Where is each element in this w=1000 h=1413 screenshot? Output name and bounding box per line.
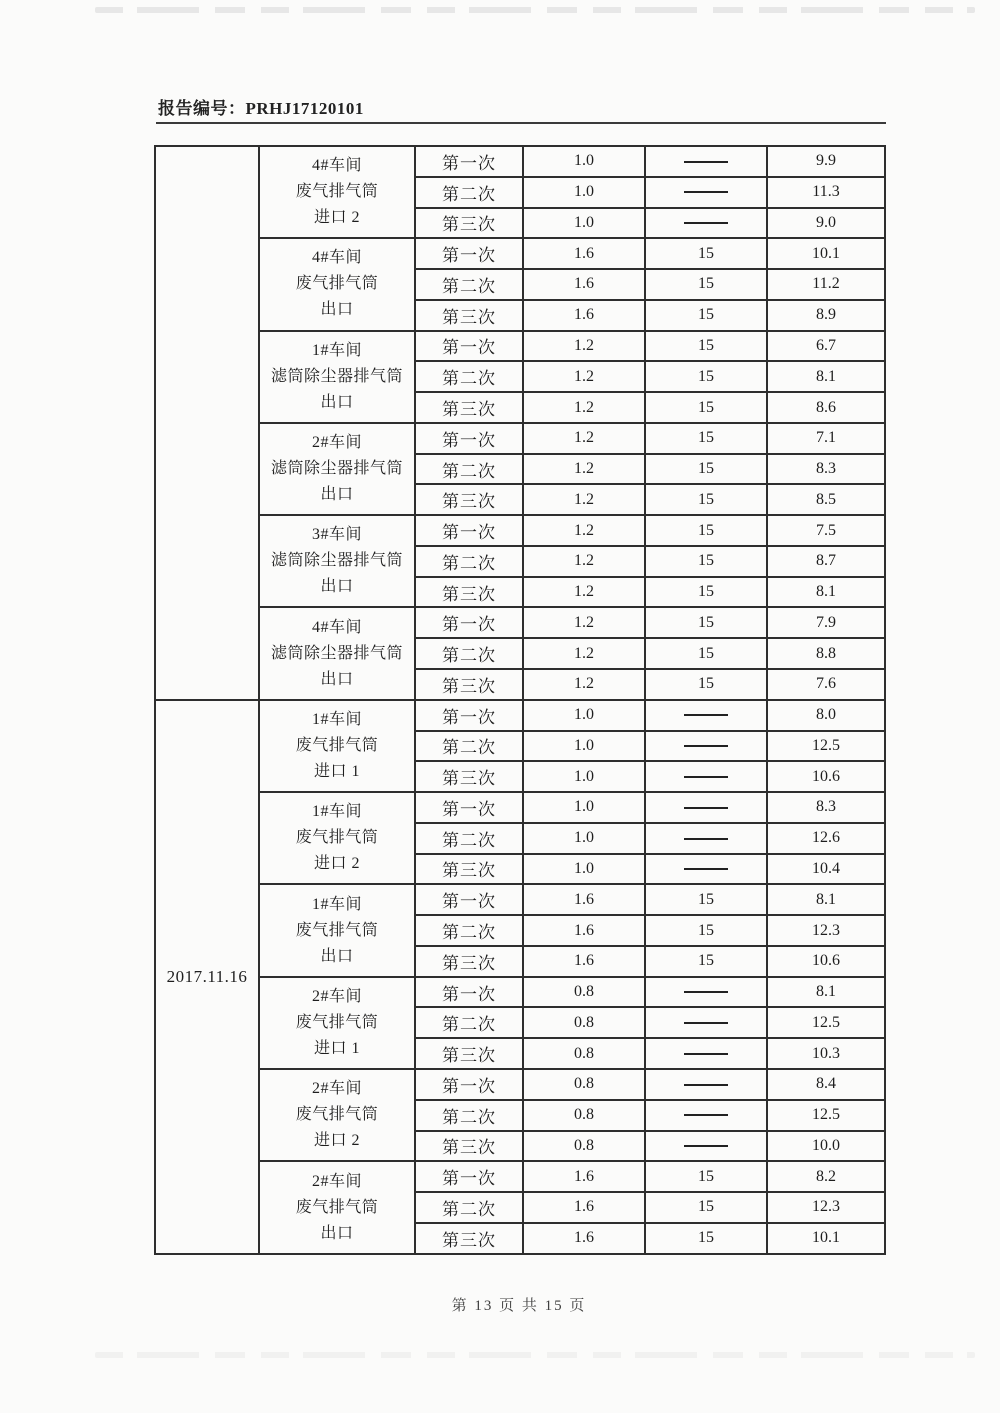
value-limit: [645, 1100, 767, 1131]
location-line: 3#车间: [311, 526, 362, 544]
location-line: 废气排气筒: [295, 1198, 379, 1216]
dash-placeholder: [684, 776, 728, 778]
dash-placeholder: [684, 1145, 728, 1147]
value-flow: 1.0: [523, 146, 645, 177]
value-flow: 1.2: [523, 454, 645, 485]
value-result: 12.5: [767, 1007, 885, 1038]
value-result: 10.6: [767, 946, 885, 977]
value-flow: 1.2: [523, 669, 645, 700]
table-row: [155, 1069, 885, 1100]
value-limit: 15: [645, 915, 767, 946]
value-result: 8.0: [767, 700, 885, 731]
value-limit: [645, 761, 767, 792]
value-result: 7.5: [767, 515, 885, 546]
value-result: 10.6: [767, 761, 885, 792]
value-flow: 1.0: [523, 854, 645, 885]
value-result: 12.5: [767, 731, 885, 762]
table-row: [155, 977, 885, 1008]
location-line: 滤筒除尘器排气筒: [270, 460, 403, 478]
value-result: 9.0: [767, 208, 885, 239]
value-flow: 1.6: [523, 1223, 645, 1254]
attempt-label: 第二次: [415, 731, 523, 762]
value-flow: 1.6: [523, 1161, 645, 1192]
table-row: [155, 1161, 885, 1192]
attempt-label: 第一次: [415, 977, 523, 1008]
attempt-label: 第三次: [415, 577, 523, 608]
location-line: 进口 2: [313, 1132, 360, 1150]
location-line: 出口: [320, 486, 354, 504]
attempt-label: 第一次: [415, 700, 523, 731]
value-limit: 15: [645, 1192, 767, 1223]
attempt-label: 第二次: [415, 1192, 523, 1223]
dash-placeholder: [684, 991, 728, 993]
value-flow: 1.2: [523, 331, 645, 362]
location-line: 滤筒除尘器排气筒: [270, 552, 403, 570]
value-result: 8.6: [767, 392, 885, 423]
attempt-label: 第一次: [415, 515, 523, 546]
location-line: 2#车间: [311, 1172, 362, 1190]
table-row: [155, 884, 885, 915]
location-cell: [259, 331, 415, 423]
value-flow: 1.2: [523, 607, 645, 638]
location-line: 进口 2: [313, 209, 360, 227]
value-result: 8.3: [767, 792, 885, 823]
location-cell: [259, 515, 415, 607]
location-line: 出口: [320, 1224, 354, 1242]
value-result: 8.1: [767, 977, 885, 1008]
table-row: [155, 515, 885, 546]
dash-placeholder: [684, 1053, 728, 1055]
location-line: 废气排气筒: [295, 829, 379, 847]
value-result: 12.3: [767, 915, 885, 946]
scan-artifact-bottom: [95, 1352, 975, 1358]
value-limit: 15: [645, 361, 767, 392]
table-row: [155, 423, 885, 454]
value-limit: 15: [645, 1161, 767, 1192]
attempt-label: 第二次: [415, 1100, 523, 1131]
location-cell: [259, 146, 415, 238]
value-result: 8.9: [767, 300, 885, 331]
location-line: 2#车间: [311, 434, 362, 452]
value-limit: 15: [645, 331, 767, 362]
value-flow: 1.2: [523, 392, 645, 423]
value-limit: 15: [645, 607, 767, 638]
table-row: [155, 700, 885, 731]
attempt-label: 第二次: [415, 454, 523, 485]
value-result: 12.3: [767, 1192, 885, 1223]
dash-placeholder: [684, 838, 728, 840]
value-limit: 15: [645, 546, 767, 577]
location-line: 出口: [320, 670, 354, 688]
value-limit: 15: [645, 884, 767, 915]
location-line: 4#车间: [311, 618, 362, 636]
value-limit: 15: [645, 392, 767, 423]
location-line: 2#车间: [311, 987, 362, 1005]
value-flow: 1.6: [523, 238, 645, 269]
value-flow: 1.0: [523, 208, 645, 239]
location-line: 1#车间: [311, 803, 362, 821]
attempt-label: 第三次: [415, 208, 523, 239]
attempt-label: 第一次: [415, 884, 523, 915]
header-rule: [156, 122, 886, 124]
table-row: [155, 607, 885, 638]
location-line: 出口: [320, 393, 354, 411]
value-limit: 15: [645, 1223, 767, 1254]
location-line: 废气排气筒: [295, 921, 379, 939]
value-limit: [645, 177, 767, 208]
location-line: 进口 2: [313, 855, 360, 873]
value-limit: 15: [645, 946, 767, 977]
value-flow: 0.8: [523, 1069, 645, 1100]
dash-placeholder: [684, 222, 728, 224]
value-result: 11.3: [767, 177, 885, 208]
value-result: 10.1: [767, 1223, 885, 1254]
value-result: 8.1: [767, 577, 885, 608]
value-flow: 0.8: [523, 1038, 645, 1069]
location-line: 滤筒除尘器排气筒: [270, 367, 403, 385]
value-result: 12.6: [767, 823, 885, 854]
value-limit: 15: [645, 638, 767, 669]
value-result: 7.9: [767, 607, 885, 638]
dash-placeholder: [684, 1114, 728, 1116]
table-row: [155, 331, 885, 362]
location-line: 4#车间: [311, 249, 362, 267]
attempt-label: 第一次: [415, 1069, 523, 1100]
value-flow: 1.6: [523, 946, 645, 977]
value-flow: 0.8: [523, 977, 645, 1008]
value-result: 8.5: [767, 484, 885, 515]
value-limit: [645, 700, 767, 731]
value-result: 8.1: [767, 884, 885, 915]
attempt-label: 第一次: [415, 423, 523, 454]
location-cell: [259, 1161, 415, 1254]
value-result: 8.1: [767, 361, 885, 392]
value-flow: 1.2: [523, 361, 645, 392]
value-flow: 1.6: [523, 1192, 645, 1223]
value-result: 6.7: [767, 331, 885, 362]
page-footer: 第 13 页 共 15 页: [451, 1298, 587, 1314]
attempt-label: 第三次: [415, 946, 523, 977]
table-row: [155, 238, 885, 269]
value-flow: 1.0: [523, 731, 645, 762]
value-limit: 15: [645, 238, 767, 269]
value-flow: 1.6: [523, 915, 645, 946]
value-flow: 0.8: [523, 1100, 645, 1131]
value-flow: 0.8: [523, 1131, 645, 1162]
location-line: 进口 1: [313, 1039, 360, 1057]
attempt-label: 第三次: [415, 1038, 523, 1069]
dash-placeholder: [684, 1022, 728, 1024]
attempt-label: 第一次: [415, 607, 523, 638]
value-limit: 15: [645, 269, 767, 300]
value-flow: 1.0: [523, 177, 645, 208]
value-limit: [645, 1007, 767, 1038]
report-table-body: [155, 146, 885, 1254]
attempt-label: 第三次: [415, 761, 523, 792]
dash-placeholder: [684, 807, 728, 809]
location-line: 废气排气筒: [295, 183, 379, 201]
value-limit: [645, 208, 767, 239]
report-table: [154, 145, 886, 1255]
value-result: 8.3: [767, 454, 885, 485]
value-result: 8.7: [767, 546, 885, 577]
scan-artifact-top: [95, 7, 975, 13]
location-line: 废气排气筒: [295, 1013, 379, 1031]
value-limit: [645, 823, 767, 854]
location-line: 4#车间: [311, 157, 362, 175]
value-result: 10.4: [767, 854, 885, 885]
date-cell: [155, 146, 259, 700]
value-limit: [645, 1131, 767, 1162]
location-cell: [259, 884, 415, 976]
dash-placeholder: [684, 191, 728, 193]
attempt-label: 第三次: [415, 484, 523, 515]
value-flow: 1.2: [523, 577, 645, 608]
attempt-label: 第二次: [415, 546, 523, 577]
attempt-label: 第一次: [415, 331, 523, 362]
location-line: 废气排气筒: [295, 736, 379, 754]
value-limit: 15: [645, 669, 767, 700]
value-limit: [645, 1069, 767, 1100]
table-row: [155, 792, 885, 823]
attempt-label: 第一次: [415, 792, 523, 823]
value-result: 8.4: [767, 1069, 885, 1100]
value-flow: 1.6: [523, 300, 645, 331]
value-result: 9.9: [767, 146, 885, 177]
value-limit: 15: [645, 577, 767, 608]
value-result: 11.2: [767, 269, 885, 300]
location-line: 2#车间: [311, 1080, 362, 1098]
location-cell: [259, 792, 415, 884]
value-limit: 15: [645, 300, 767, 331]
attempt-label: 第二次: [415, 638, 523, 669]
value-limit: 15: [645, 484, 767, 515]
value-flow: 0.8: [523, 1007, 645, 1038]
value-limit: 15: [645, 423, 767, 454]
attempt-label: 第三次: [415, 300, 523, 331]
date-cell: 2017.11.16: [155, 700, 259, 1254]
value-flow: 1.6: [523, 269, 645, 300]
location-line: 出口: [320, 301, 354, 319]
location-line: 1#车间: [311, 341, 362, 359]
value-flow: 1.0: [523, 823, 645, 854]
dash-placeholder: [684, 714, 728, 716]
value-result: 10.1: [767, 238, 885, 269]
location-cell: [259, 1069, 415, 1161]
dash-placeholder: [684, 1084, 728, 1086]
location-line: 出口: [320, 578, 354, 596]
value-limit: 15: [645, 515, 767, 546]
location-cell: [259, 607, 415, 699]
value-flow: 1.0: [523, 792, 645, 823]
attempt-label: 第二次: [415, 269, 523, 300]
value-limit: [645, 1038, 767, 1069]
value-flow: 1.6: [523, 884, 645, 915]
value-flow: 1.0: [523, 700, 645, 731]
attempt-label: 第三次: [415, 1223, 523, 1254]
attempt-label: 第二次: [415, 915, 523, 946]
value-flow: 1.2: [523, 638, 645, 669]
attempt-label: 第三次: [415, 854, 523, 885]
location-line: 废气排气筒: [295, 1106, 379, 1124]
attempt-label: 第一次: [415, 238, 523, 269]
value-flow: 1.2: [523, 515, 645, 546]
value-limit: [645, 146, 767, 177]
dash-placeholder: [684, 745, 728, 747]
location-line: 滤筒除尘器排气筒: [270, 644, 403, 662]
location-line: 1#车间: [311, 895, 362, 913]
attempt-label: 第二次: [415, 1007, 523, 1038]
attempt-label: 第二次: [415, 823, 523, 854]
dash-placeholder: [684, 161, 728, 163]
attempt-label: 第一次: [415, 146, 523, 177]
value-flow: 1.2: [523, 423, 645, 454]
value-limit: 15: [645, 454, 767, 485]
location-line: 进口 1: [313, 762, 360, 780]
value-result: 8.2: [767, 1161, 885, 1192]
location-cell: [259, 423, 415, 515]
table-row: [155, 146, 885, 177]
value-flow: 1.2: [523, 484, 645, 515]
value-limit: [645, 854, 767, 885]
location-line: 出口: [320, 947, 354, 965]
location-cell: [259, 977, 415, 1069]
report-number: 报告编号：PRHJ17120101: [158, 99, 364, 118]
attempt-label: 第三次: [415, 1131, 523, 1162]
location-cell: [259, 238, 415, 330]
value-result: 12.5: [767, 1100, 885, 1131]
location-cell: [259, 700, 415, 792]
attempt-label: 第三次: [415, 669, 523, 700]
location-line: 1#车间: [311, 710, 362, 728]
value-result: 8.8: [767, 638, 885, 669]
value-result: 10.3: [767, 1038, 885, 1069]
value-flow: 1.2: [523, 546, 645, 577]
value-limit: [645, 977, 767, 1008]
attempt-label: 第一次: [415, 1161, 523, 1192]
value-limit: [645, 792, 767, 823]
value-limit: [645, 731, 767, 762]
dash-placeholder: [684, 868, 728, 870]
attempt-label: 第二次: [415, 177, 523, 208]
value-result: 7.1: [767, 423, 885, 454]
value-result: 7.6: [767, 669, 885, 700]
value-result: 10.0: [767, 1131, 885, 1162]
attempt-label: 第三次: [415, 392, 523, 423]
location-line: 废气排气筒: [295, 275, 379, 293]
value-flow: 1.0: [523, 761, 645, 792]
attempt-label: 第二次: [415, 361, 523, 392]
